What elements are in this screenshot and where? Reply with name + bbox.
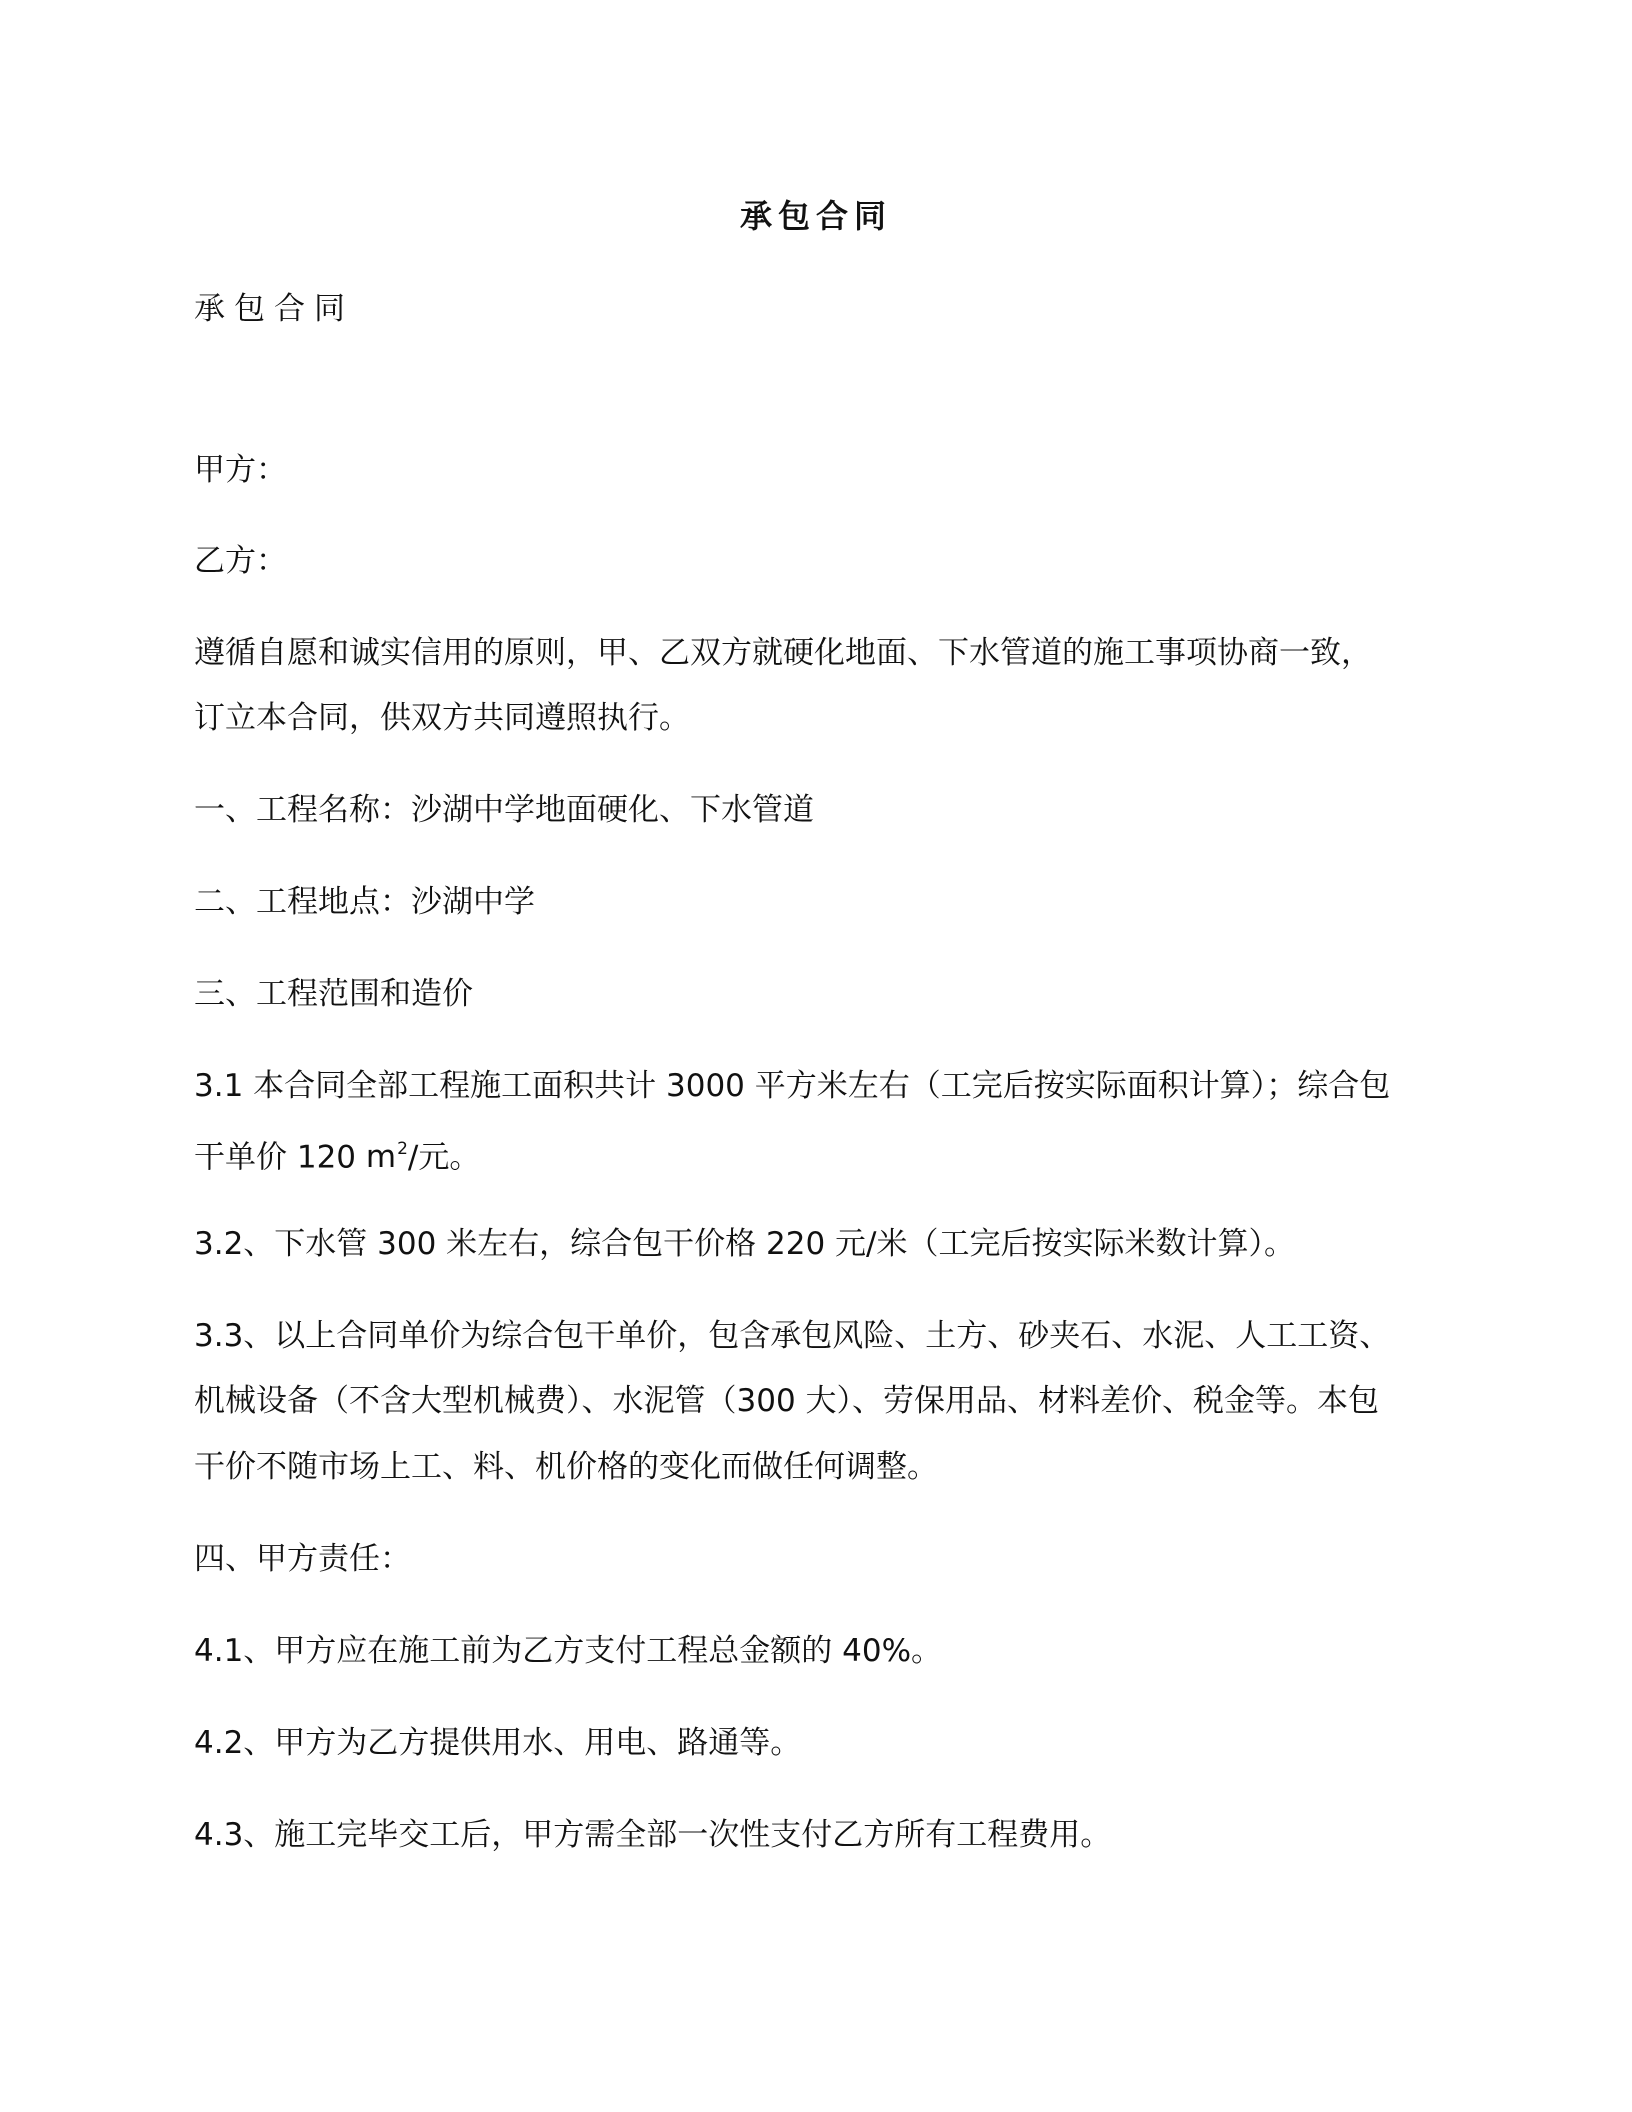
clause-4-3: 4.3、施工完毕交工后，甲方需全部一次性支付乙方所有工程费用。 [194,1817,1112,1853]
section-3-scope-and-cost: 三、工程范围和造价 [194,976,473,1012]
clause-3-3-line-3: 干价不随市场上工、料、机价格的变化而做任何调整。 [194,1449,938,1485]
clause-3-2: 3.2、下水管 300 米左右，综合包干价格 220 元/米（工完后按实际米数计算）。 [194,1226,1295,1262]
section-2-project-location: 二、工程地点：沙湖中学 [194,884,535,920]
square-meter-unit [366,1139,408,1175]
party-b-label: 乙方： [194,543,287,579]
document-title: 承包合同 [739,197,892,235]
section-4-party-a-responsibilities: 四、甲方责任： [194,1541,411,1577]
clause-3-1-line-2-suffix: /元。 [407,1139,481,1176]
clause-4-1: 4.1、甲方应在施工前为乙方支付工程总金额的 40%。 [194,1633,943,1669]
clause-4-2: 4.2、甲方为乙方提供用水、用电、路通等。 [194,1725,802,1761]
intro-paragraph-line-2: 订立本合同，供双方共同遵照执行。 [194,700,690,736]
document-subtitle: 承包合同 [194,291,354,327]
intro-paragraph-line-1: 遵循自愿和诚实信用的原则，甲、乙双方就硬化地面、下水管道的施工事项协商一致， [194,635,1372,671]
clause-3-1-line-2 [194,1131,1444,1177]
clause-3-3-line-1: 3.3、以上合同单价为综合包干单价，包含承包风险、土方、砂夹石、水泥、人工工资、 [194,1318,1391,1354]
section-1-project-name: 一、工程名称：沙湖中学地面硬化、下水管道 [194,792,814,828]
square-meter-unit-base: m [365,1139,397,1176]
party-a-label: 甲方： [194,452,287,488]
square-meter-unit-superscript: 2 [397,1139,408,1159]
clause-3-3-line-2: 机械设备（不含大型机械费）、水泥管（300 大）、劳保用品、材料差价、税金等。本包 [194,1383,1380,1419]
clause-3-1-line-2-prefix: 干单价 120 [194,1139,366,1176]
clause-3-1-line-1: 3.1 本合同全部工程施工面积共计 3000 平方米左右（工完后按实际面积计算）；综合包 [194,1068,1391,1104]
